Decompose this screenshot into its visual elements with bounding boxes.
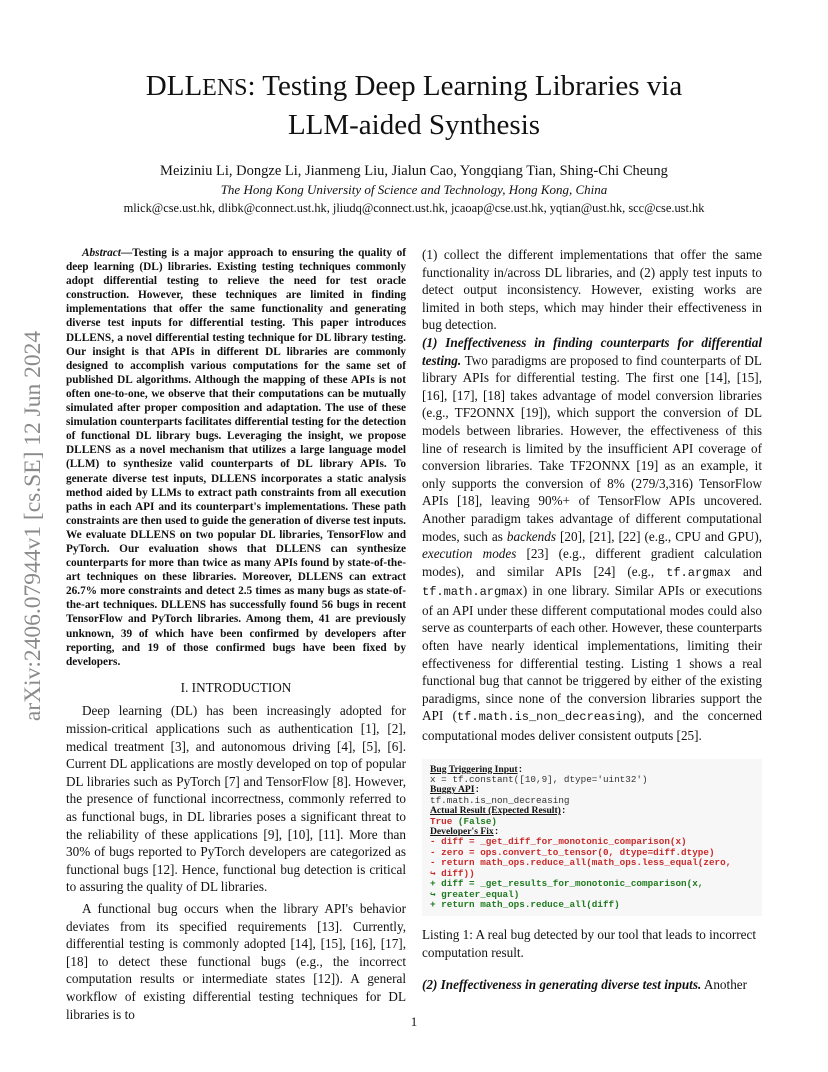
fix-line: ↪ diff)) — [430, 867, 475, 879]
arxiv-stamp — [14, 296, 48, 756]
listing-label-input: Bug Triggering Input — [430, 763, 518, 775]
title-line-2: LLM-aided Synthesis — [287, 109, 541, 141]
paper-title — [60, 68, 768, 144]
fix-line: + return math_ops.reduce_all(diff) — [430, 898, 620, 910]
listing-line-input: x = tf.constant([10,9], dtype='uint32') — [430, 774, 648, 786]
right-paragraph-3: (2) Ineffectiveness in generating diverse test inputs. Another — [422, 976, 748, 992]
intro-paragraph-2: A functional bug occurs when the library API's behavior deviates from its specified requirements [13]. Currently, differential testing is commonly adopted [14], [15], [16], [17], [18] to detect these functional bugs (e.g., the incorrect computation results or intermediate states [12]). A general workflow of existing differential testing techniques for DL libraries is to — [66, 900, 406, 1022]
listing-label-api: Buggy API — [430, 784, 475, 796]
listing-label-fix: Developer's Fix — [430, 826, 494, 838]
arxiv-stamp-text: arXiv:2406.07944v1 [cs.SE] 12 Jun 2024 — [20, 330, 46, 722]
inline-code: tf.math.is_non_decreasing — [456, 710, 637, 725]
listing-line-result: True (False) — [430, 815, 497, 827]
right-column — [422, 246, 762, 993]
fix-line: - zero = ops.convert_to_tensor(0, dtype=diff.dtype) — [430, 846, 715, 858]
inline-code: tf.math.argmax — [422, 585, 523, 600]
affiliation: The Hong Kong University of Science and Technology, Hong Kong, China — [220, 182, 608, 197]
left-column — [66, 246, 406, 1023]
listing-line-api: tf.math.is_non_decreasing — [430, 794, 570, 806]
intro-paragraph-1: Deep learning (DL) has been increasingly adopted for mission-critical applications such as authentication [1], [2], medical treatment [3], and autonomous driving [4], [5], [6]. Current DL applications are mostly developed on top of popular DL libraries such as PyTorch [7] and TensorFlow [8]. However, the presence of functional incorrectness, commonly referred to as functional bugs, in DL libraries poses a significant threat to the reliability of these applications [9], [10], [11]. More than 30% of bugs reported to PyTorch developers are categorized as functional bugs [12]. Hence, functional bug detection is critical to assuring the quality of DL libraries. — [66, 703, 406, 895]
author-emails: mlick@cse.ust.hk, dlibk@connect.ust.hk, jliudq@connect.ust.hk, jcaoap@cse.ust.hk, yqtian@ust.hk, scc@cse.ust.hk — [123, 201, 705, 215]
right-paragraph-2: (1) Ineffectiveness in finding counterparts for differential testing. Two paradigms are proposed to find counterparts of DL library APIs for differential testing. The first one [14], [15], [16], [17], [18] takes advantage of model conversion libraries (e.g., TF2ONNX [19]), which support the conversion of DL models between libraries. However, the effectiveness of this line of research is limited by the insufficient API coverage of conversion libraries. Take TF2ONNX [19] as an example, it only supports the conversion of 8% (279/3,316) TensorFlow APIs [18], leaving 90%+ of TensorFlow APIs uncovered. Another paradigm takes advantage of different computational modes, such as backends [20], [21], [22] (e.g., CPU and GPU), execution modes [23] (e.g., different gradient calculation modes), and similar APIs [24] (e.g., tf.argmax and tf.math.argmax) in one library. Similar APIs or executions of an API under these different computational modes could also serve as counterparts of each other. However, these counterparts often have nearly identical implementations, limiting their effectiveness for differential testing. Listing 1 shows a real functional bug that cannot be triggered by either of the existing paradigms, since none of the conversion libraries support the API (tf.math.is_non_decreasing), and the concerned computational modes deliver consistent outputs [25]. — [422, 334, 763, 744]
listing-caption: Listing 1: A real bug detected by our tool that leads to incorrect computation result. — [422, 927, 756, 960]
code-listing: Bug Triggering Input: x = tf.constant([10,9], dtype='uint32') Buggy API: tf.math.is_non_decreasing Actual Result (Expected Result): True (False) Developer's Fix: - diff = _get_diff_for_monotonic_comparison(x) - zero = ops.convert_to_tensor(0, dtype=diff.dtype) - return math_ops.reduce_all(math_ops.less_equal(zero, ↪ diff)) + diff = _get_results_for_monotonic_comparison(x, ↪ greater_equal) + return math_ops.reduce_all(diff) — [422, 759, 762, 917]
fix-line: - diff = _get_diff_for_monotonic_comparison(x) — [430, 836, 687, 848]
author-block — [60, 161, 768, 217]
right-paragraph-1: (1) collect the different implementations that offer the same functionality in/across DL libraries, and (2) apply test inputs to detect output inconsistency. However, existing works are limited in both steps, which may hinder their effectiveness in bug detection. — [422, 247, 762, 333]
abstract: Abstract—Testing is a major approach to ensuring the quality of deep learning (DL) libraries. Existing testing techniques commonly adopt differential testing to relieve the need for test oracle construction. However, these techniques are limited in finding implementations that offer the same functionality and generating diverse test inputs for differential testing. This paper introduces DLLENS, a novel differential testing technique for DL library testing. Our insight is that APIs in different DL libraries are commonly designed to accomplish various computations for the same set of published DL algorithms. Although the mapping of these APIs is not often one-to-one, we observe that their computations can be mutually simulated after proper composition and adaptation. The use of these simulation counterparts facilitates differential testing for the detection of functional DL library bugs. Leveraging the insight, we propose DLLENS as a novel mechanism that utilizes a large language model (LLM) to synthesize valid counterparts of DL library APIs. To generate diverse test inputs, DLLENS incorporates a static analysis method aided by LLMs to extract path constraints from all execution paths in each API and its counterpart's implementations. These path constraints are then used to guide the generation of diverse test inputs. We evaluate DLLENS on two popular DL libraries, TensorFlow and PyTorch. Our evaluation shows that DLLENS can synthesize counterparts for more than twice as many APIs found by state-of-the-art techniques on these libraries. Moreover, DLLENS can extract 26.7% more constraints and detect 2.5 times as many bugs as state-of-the-art techniques. DLLENS has successfully found 56 bugs in recent TensorFlow and PyTorch libraries. Among them, 41 are previously unknown, 39 of which have been confirmed by developers after reporting, and 19 of those confirmed bugs have been fixed by developers. — [66, 247, 406, 668]
inline-code: tf.argmax — [666, 565, 731, 580]
page-number: 1 — [410, 1014, 418, 1029]
author-names: Meiziniu Li, Dongze Li, Jianmeng Liu, Jialun Cao, Yongqiang Tian, Shing-Chi Cheung — [160, 163, 668, 179]
section-heading-introduction: I. INTRODUCTION — [180, 679, 292, 695]
fix-line: ↪ greater_equal) — [430, 888, 520, 900]
fix-line: - return math_ops.reduce_all(math_ops.less_equal(zero, — [430, 857, 732, 869]
fix-line: + diff = _get_results_for_monotonic_comparison(x, — [430, 878, 704, 890]
listing-label-result: Actual Result (Expected Result) — [430, 805, 561, 817]
title-line-1: DLLENS: Testing Deep Learning Libraries via — [145, 70, 683, 102]
